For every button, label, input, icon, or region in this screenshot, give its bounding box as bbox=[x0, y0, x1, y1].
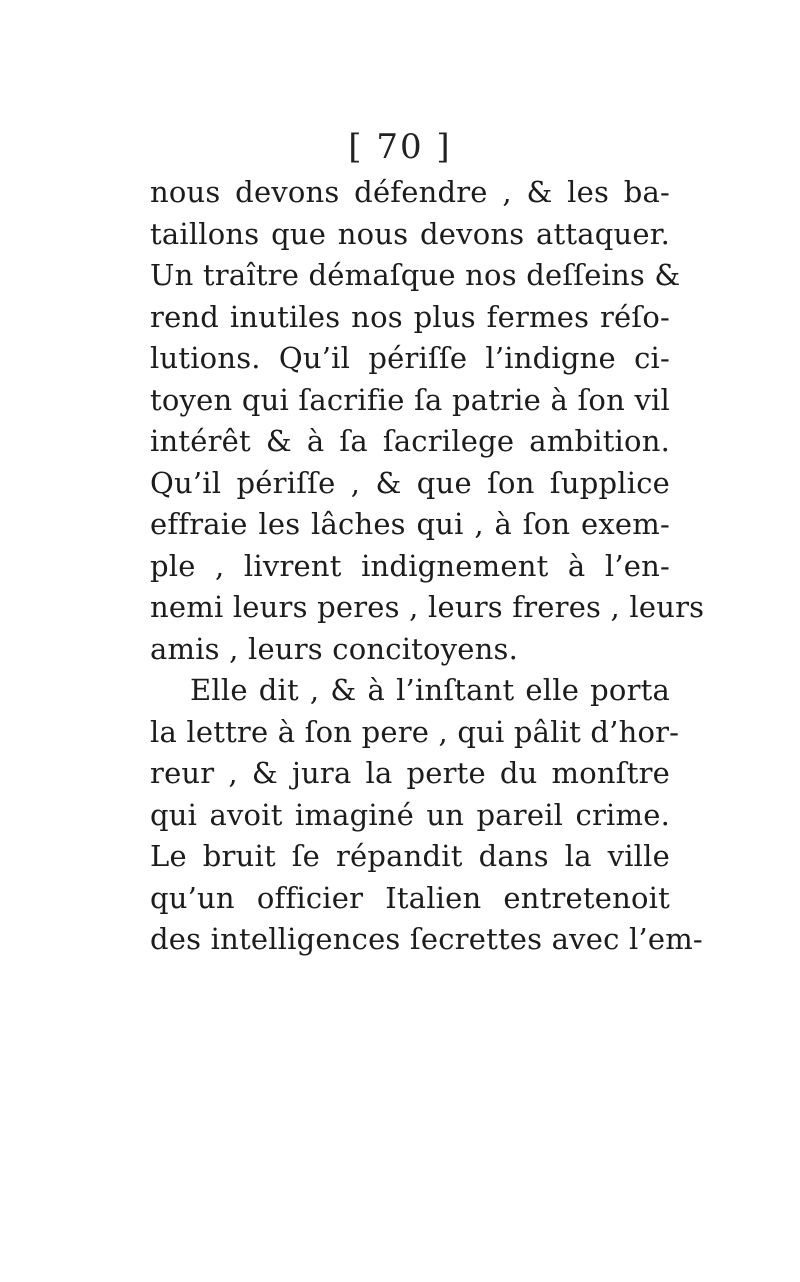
text-line: rend inutiles nos plus fermes réſo- bbox=[150, 299, 670, 334]
text-line: taillons que nous devons attaquer. bbox=[150, 216, 670, 251]
text-line: reur , & jura la perte du monſtre bbox=[150, 756, 670, 790]
text-line: ple , livrent indignement à l’en- bbox=[150, 548, 670, 583]
text-line: nous devons défendre , & les ba- bbox=[150, 175, 670, 209]
text-line: toyen qui ſacrifie ſa patrie à ſon vil bbox=[150, 382, 670, 417]
text-line: qui avoit imaginé un pareil crime. bbox=[150, 797, 670, 832]
text-line: lutions. Qu’il périſſe l’indigne ci- bbox=[150, 341, 670, 375]
text-line: Qu’il périſſe , & que ſon ſupplice bbox=[150, 465, 670, 500]
text-line: Le bruit ſe répandit dans la ville bbox=[150, 839, 670, 873]
text-line: Un traître démaſque nos deſſeins & bbox=[150, 258, 681, 292]
text-line: qu’un officier Italien entretenoit bbox=[150, 880, 670, 915]
paragraph-end-line: amis , leurs concitoyens. bbox=[150, 631, 519, 666]
paragraph-start-line: Elle dit , & à l’inſtant elle porta bbox=[190, 673, 670, 707]
text-line: la lettre à ſon pere , qui pâlit d’hor- bbox=[150, 714, 680, 749]
text-line: nemi leurs peres , leurs freres , leurs bbox=[150, 590, 705, 624]
text-line: des intelligences ſecrettes avec l’em- bbox=[150, 922, 703, 956]
text-line: effraie les lâches qui , à ſon exem- bbox=[150, 507, 670, 541]
body-text bbox=[150, 172, 705, 961]
page-number: [ 70 ] bbox=[348, 127, 452, 167]
text-line: intérêt & à ſa ſacrilege ambition. bbox=[150, 424, 670, 458]
